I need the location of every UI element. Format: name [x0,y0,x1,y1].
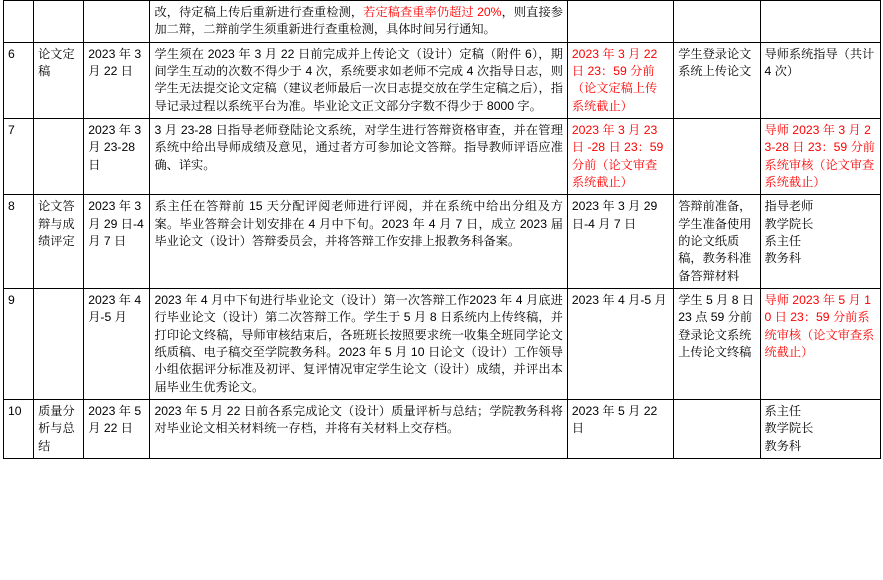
cell-responsible: 导师 2023 年 3 月 23-28 日 23：59 分前系统审核（论文审查系统截止） [760,118,880,194]
cell-system-deadline: 2023 年 3 月 23 日 -28 日 23：59 分前（论文审查系统截止） [567,118,673,194]
cell-materials [674,118,760,194]
cell-date: 2023 年 3 月 22 日 [84,42,150,118]
cell-stage: 论文答辩与成绩评定 [34,195,84,289]
cell-description: 2023 年 5 月 22 日前各系完成论文（设计）质量评析与总结；学院教务科将对毕业论文相关材料统一存档，并将有关材料上交存档。 [150,399,567,458]
cell-no: 10 [4,399,34,458]
cell-materials: 答辩前准备，学生准备使用的论文纸质稿，教务科准备答辩材料 [674,195,760,289]
table-row [4,399,881,458]
cell-no: 8 [4,195,34,289]
cell-system-deadline: 2023 年 5 月 22 日 [567,399,673,458]
table-row [4,118,881,194]
cell-date: 2023 年 3 月 23-28 日 [84,118,150,194]
cell-materials [674,1,760,43]
cell-stage: 质量分析与总结 [34,399,84,458]
cell-responsible: 系主任 教学院长 教务科 [760,399,880,458]
table-row [4,42,881,118]
cell-description: 2023 年 4 月中下旬进行毕业论文（设计）第一次答辩工作2023 年 4 月底进行毕业论文（设计）第二次答辩工作。学生于 5 月 8 日系统内上传终稿，并打印论文终稿，导师审核结束后，各班班长按照要求统一收集全班同学论文纸质稿、电子稿交至学院教务科。2023 年 5 月 10 日论文（设计）工作领导小组依据评分标准及初评、复评情况审定学生论文（设计）成绩，并评出本届毕业生优秀论文。 [150,288,567,399]
cell-responsible: 导师 2023 年 5 月 10 日 23：59 分前系统审核（论文审查系统截止） [760,288,880,399]
table-body [4,1,881,459]
cell-no: 6 [4,42,34,118]
cell-description: 改，待定稿上传后重新进行查重检测，若定稿查重率仍超过 20%，则直接参加二辩，二辩前学生须重新进行查重检测，具体时间另行通知。 [150,1,567,43]
cell-system-deadline: 2023 年 4 月-5 月 [567,288,673,399]
table-row [4,195,881,289]
cell-responsible: 导师系统指导（共计 4 次） [760,42,880,118]
thesis-schedule-table [3,0,881,459]
cell-stage: 论文定稿 [34,42,84,118]
cell-materials: 学生 5 月 8 日 23 点 59 分前登录论文系统上传论文终稿 [674,288,760,399]
cell-description: 学生须在 2023 年 3 月 22 日前完成并上传论文（设计）定稿（附件 6），期间学生互动的次数不得少于 4 次，系统要求如老师不完成 4 次指导日志，则学生无法提交论文定稿（建议老师最后一次日志提交放在学生定稿之后），指导记录过程以系统平台为准。毕业论文正文部分字数不得少于 8000 字。 [150,42,567,118]
cell-date: 2023 年 3 月 29 日-4 月 7 日 [84,195,150,289]
cell-system-deadline: 2023 年 3 月 29 日-4 月 7 日 [567,195,673,289]
cell-description: 3 月 23-28 日指导老师登陆论文系统，对学生进行答辩资格审查，并在管理系统中给出导师成绩及意见，通过者方可参加论文答辩。指导教师评语应准确、详实。 [150,118,567,194]
cell-stage [34,1,84,43]
cell-no: 7 [4,118,34,194]
table-row [4,1,881,43]
cell-stage [34,118,84,194]
cell-stage [34,288,84,399]
cell-no: 9 [4,288,34,399]
cell-system-deadline [567,1,673,43]
cell-responsible: 指导老师 教学院长 系主任 教务科 [760,195,880,289]
table-row [4,288,881,399]
cell-materials [674,399,760,458]
cell-responsible [760,1,880,43]
cell-date [84,1,150,43]
cell-no [4,1,34,43]
cell-description: 系主任在答辩前 15 天分配评阅老师进行评阅，并在系统中给出分组及方案。毕业答辩会计划安排在 4 月中下旬。2023 年 4 月 7 日，成立 2023 届毕业论文（设计）答辩委员会，并将答辩工作安排上报教务科备案。 [150,195,567,289]
cell-date: 2023 年 5 月 22 日 [84,399,150,458]
cell-system-deadline: 2023 年 3 月 22 日 23：59 分前（论文定稿上传系统截止） [567,42,673,118]
cell-materials: 学生登录论文系统上传论文 [674,42,760,118]
cell-date: 2023 年 4 月-5 月 [84,288,150,399]
